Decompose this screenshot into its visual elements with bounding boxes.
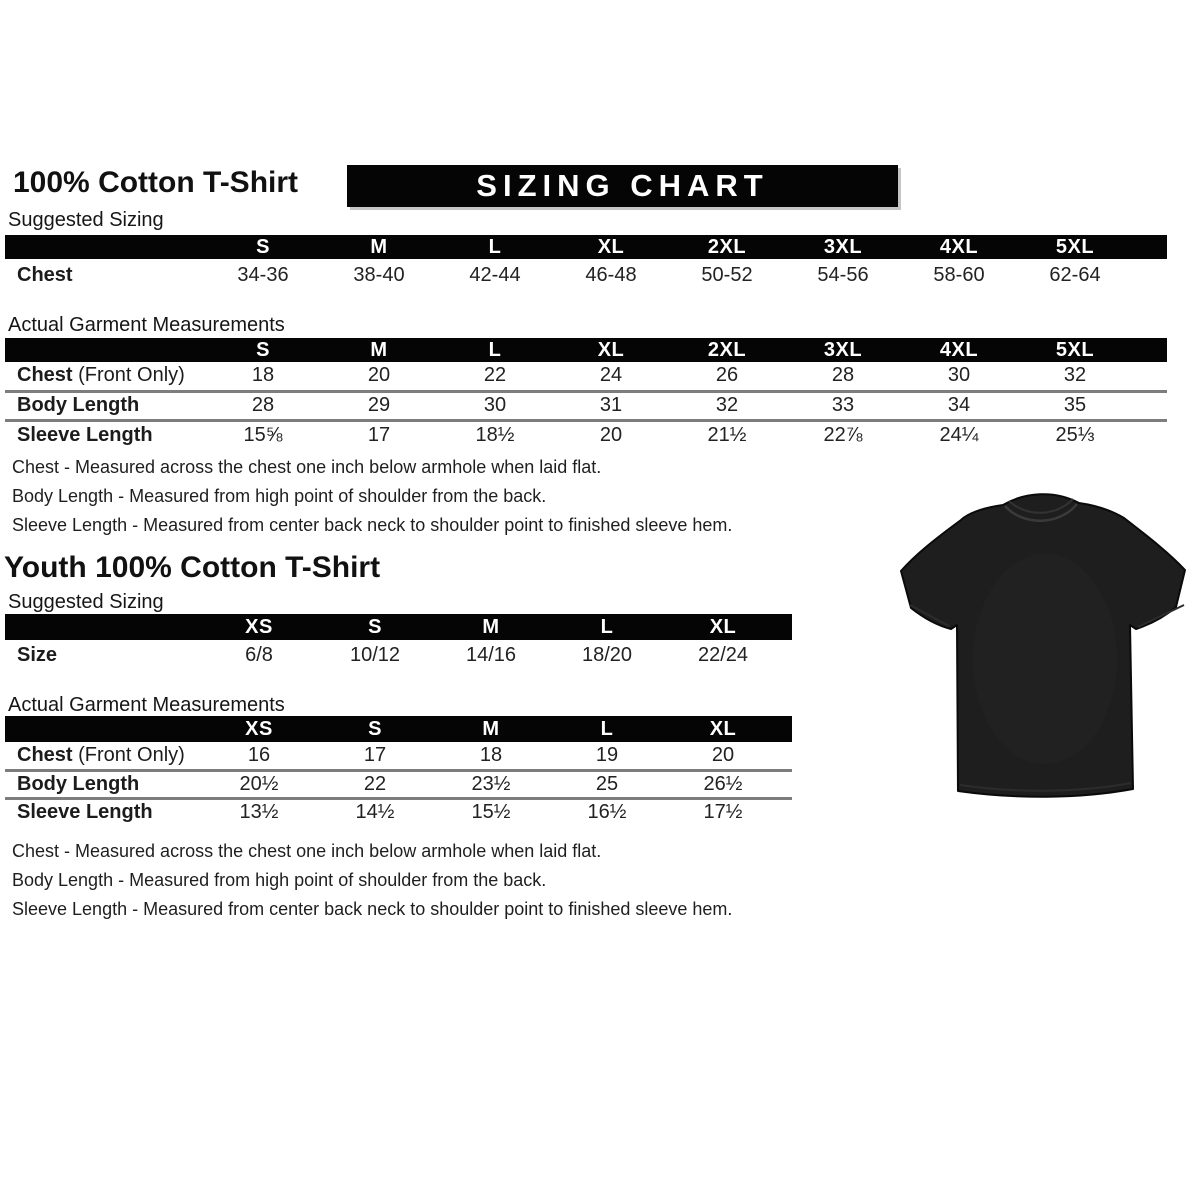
body-length-cell: 33 (785, 391, 901, 420)
tshirt-highlight (973, 554, 1117, 764)
col-header-l: L (437, 338, 553, 362)
body-length-cell: 23½ (433, 770, 549, 798)
sleeve-length-row (5, 798, 792, 826)
body-length-cell: 29 (321, 391, 437, 420)
row-label-suffix: (Front Only) (72, 364, 185, 387)
youth-actual-measurements-table (5, 716, 792, 826)
sleeve-length-cell: 16½ (549, 798, 665, 826)
body-length-cell: 35 (1017, 391, 1133, 420)
sleeve-length-cell: 18½ (437, 420, 553, 449)
chest-width-cell: 30 (947, 364, 971, 387)
youth-size-cell: 10/12 (349, 644, 401, 666)
chest-range-cell: 50-52 (701, 263, 753, 286)
filler-cell (781, 742, 792, 770)
chest-range-cell: 42-44 (469, 263, 521, 286)
row-label-main: Sleeve Length (17, 423, 153, 446)
size-header-row (5, 614, 792, 640)
col-header-s: S (205, 338, 321, 362)
filler-cell (1133, 259, 1167, 291)
header-spacer-cell (5, 235, 205, 259)
note-body-length: Body Length - Measured from high point of shoulder from the back. (12, 870, 547, 890)
col-header-3xl: 3XL (785, 338, 901, 362)
adult-actual-measurements-label: Actual Garment Measurements (8, 314, 285, 336)
sleeve-length-cell: 13½ (201, 798, 317, 826)
row-label-main: Chest (17, 743, 73, 766)
chest-range-cell: 38-40 (353, 263, 405, 286)
sleeve-length-cell: 25⅓ (1017, 420, 1133, 449)
page-title: 100% Cotton T-Shirt (13, 166, 299, 199)
sizing-chart-banner (347, 165, 898, 207)
chest-width-cell: 19 (595, 743, 619, 766)
note-sleeve-length: Sleeve Length - Measured from center back neck to shoulder point to finished sleeve hem. (12, 515, 733, 535)
header-spacer-cell (5, 716, 201, 742)
adult-suggested-sizing-label: Suggested Sizing (8, 209, 164, 231)
chest-width-cell: 18 (479, 743, 503, 766)
row-label (5, 362, 205, 391)
filler-cell (781, 770, 792, 798)
adult-measurement-notes (12, 458, 732, 545)
row-label (5, 391, 205, 420)
sleeve-length-cell: 24¼ (901, 420, 1017, 449)
body-length-cell: 30 (437, 391, 553, 420)
note-chest: Chest - Measured across the chest one inch below armhole when laid flat. (12, 841, 602, 861)
header-filler-cell (781, 716, 792, 742)
chest-width-cell: 22 (483, 364, 507, 387)
col-header-3xl: 3XL (785, 235, 901, 259)
header-filler-cell (781, 614, 792, 640)
youth-measurement-notes (12, 842, 732, 929)
col-header-xs: XS (201, 614, 317, 640)
col-header-l: L (549, 614, 665, 640)
row-label-main: Chest (17, 364, 73, 387)
tshirt-illustration (893, 479, 1193, 804)
chest-width-cell: 20 (711, 743, 735, 766)
row-label (5, 420, 205, 449)
col-header-5xl: 5XL (1017, 235, 1133, 259)
row-label-main: Body Length (17, 394, 140, 416)
body-length-cell: 34 (901, 391, 1017, 420)
youth-suggested-sizing-label: Suggested Sizing (8, 591, 164, 613)
youth-size-cell: 22/24 (697, 644, 749, 666)
header-spacer-cell (5, 338, 205, 362)
filler-cell (781, 640, 792, 671)
chest-range-cell: 46-48 (585, 263, 637, 286)
chest-width-cell: 24 (599, 364, 623, 387)
row-label-main: Body Length (17, 772, 140, 795)
youth-size-cell: 6/8 (245, 644, 273, 666)
chest-range-cell: 62-64 (1049, 263, 1101, 286)
col-header-m: M (321, 338, 437, 362)
chest-range-cell: 58-60 (933, 263, 985, 286)
col-header-2xl: 2XL (669, 338, 785, 362)
youth-size-cell: 14/16 (465, 644, 517, 666)
sleeve-length-cell: 15½ (433, 798, 549, 826)
body-length-cell: 26½ (665, 770, 781, 798)
sleeve-length-cell: 20 (553, 420, 669, 449)
size-header-row (5, 338, 1167, 362)
youth-size-row (5, 640, 792, 671)
col-header-s: S (317, 716, 433, 742)
chest-width-cell: 28 (831, 364, 855, 387)
note-chest: Chest - Measured across the chest one inch below armhole when laid flat. (12, 457, 602, 477)
header-spacer-cell (5, 614, 201, 640)
sleeve-length-row (5, 420, 1167, 449)
row-label: Size (17, 644, 58, 666)
row-label-main: Sleeve Length (17, 801, 153, 824)
sleeve-length-cell: 17 (321, 420, 437, 449)
body-length-cell: 20½ (201, 770, 317, 798)
col-header-2xl: 2XL (669, 235, 785, 259)
chest-width-row (5, 362, 1167, 391)
col-header-xs: XS (201, 716, 317, 742)
body-length-cell: 31 (553, 391, 669, 420)
sleeve-length-cell: 22⅞ (785, 420, 901, 449)
filler-cell (1133, 362, 1167, 391)
col-header-xl: XL (553, 338, 669, 362)
col-header-4xl: 4XL (901, 338, 1017, 362)
col-header-5xl: 5XL (1017, 338, 1133, 362)
header-filler-cell (1133, 235, 1167, 259)
chest-range-cell: 34-36 (237, 263, 289, 286)
size-header-row (5, 235, 1167, 259)
col-header-l: L (549, 716, 665, 742)
row-label (5, 742, 201, 770)
body-length-row (5, 770, 792, 798)
col-header-m: M (433, 716, 549, 742)
chest-range-row (5, 259, 1167, 291)
youth-suggested-sizing-table (5, 614, 792, 671)
row-label-suffix: (Front Only) (72, 743, 185, 766)
chest-width-cell: 18 (251, 364, 275, 387)
youth-actual-measurements-label: Actual Garment Measurements (8, 694, 285, 716)
filler-cell (781, 798, 792, 826)
header-filler-cell (1133, 338, 1167, 362)
col-header-l: L (437, 235, 553, 259)
sleeve-length-cell: 15⅝ (205, 420, 321, 449)
body-length-cell: 25 (549, 770, 665, 798)
youth-section-title: Youth 100% Cotton T-Shirt (4, 551, 381, 584)
sleeve-length-cell: 17½ (665, 798, 781, 826)
note-sleeve-length: Sleeve Length - Measured from center back neck to shoulder point to finished sleeve hem. (12, 899, 733, 919)
chest-width-cell: 17 (363, 743, 387, 766)
sleeve-length-cell: 14½ (317, 798, 433, 826)
row-label (5, 798, 201, 826)
col-header-xl: XL (665, 716, 781, 742)
filler-cell (1133, 420, 1167, 449)
col-header-m: M (433, 614, 549, 640)
col-header-xl: XL (665, 614, 781, 640)
row-label (5, 770, 201, 798)
body-length-cell: 28 (205, 391, 321, 420)
chest-range-cell: 54-56 (817, 263, 869, 286)
note-body-length: Body Length - Measured from high point of shoulder from the back. (12, 486, 547, 506)
row-label: Chest (17, 263, 73, 286)
chest-width-row (5, 742, 792, 770)
chest-width-cell: 32 (1063, 364, 1087, 387)
adult-suggested-sizing-table (5, 235, 1167, 291)
col-header-s: S (205, 235, 321, 259)
chest-width-cell: 16 (247, 743, 271, 766)
body-length-cell: 32 (669, 391, 785, 420)
tshirt-photo (893, 479, 1193, 804)
sleeve-length-cell: 21½ (669, 420, 785, 449)
col-header-xl: XL (553, 235, 669, 259)
sizing-chart-banner-label: SIZING CHART (476, 168, 769, 203)
size-header-row (5, 716, 792, 742)
body-length-row (5, 391, 1167, 420)
chest-width-cell: 20 (367, 364, 391, 387)
youth-size-cell: 18/20 (581, 644, 633, 666)
filler-cell (1133, 391, 1167, 420)
col-header-4xl: 4XL (901, 235, 1017, 259)
chest-width-cell: 26 (715, 364, 739, 387)
col-header-m: M (321, 235, 437, 259)
adult-actual-measurements-table (5, 338, 1167, 449)
body-length-cell: 22 (317, 770, 433, 798)
col-header-s: S (317, 614, 433, 640)
